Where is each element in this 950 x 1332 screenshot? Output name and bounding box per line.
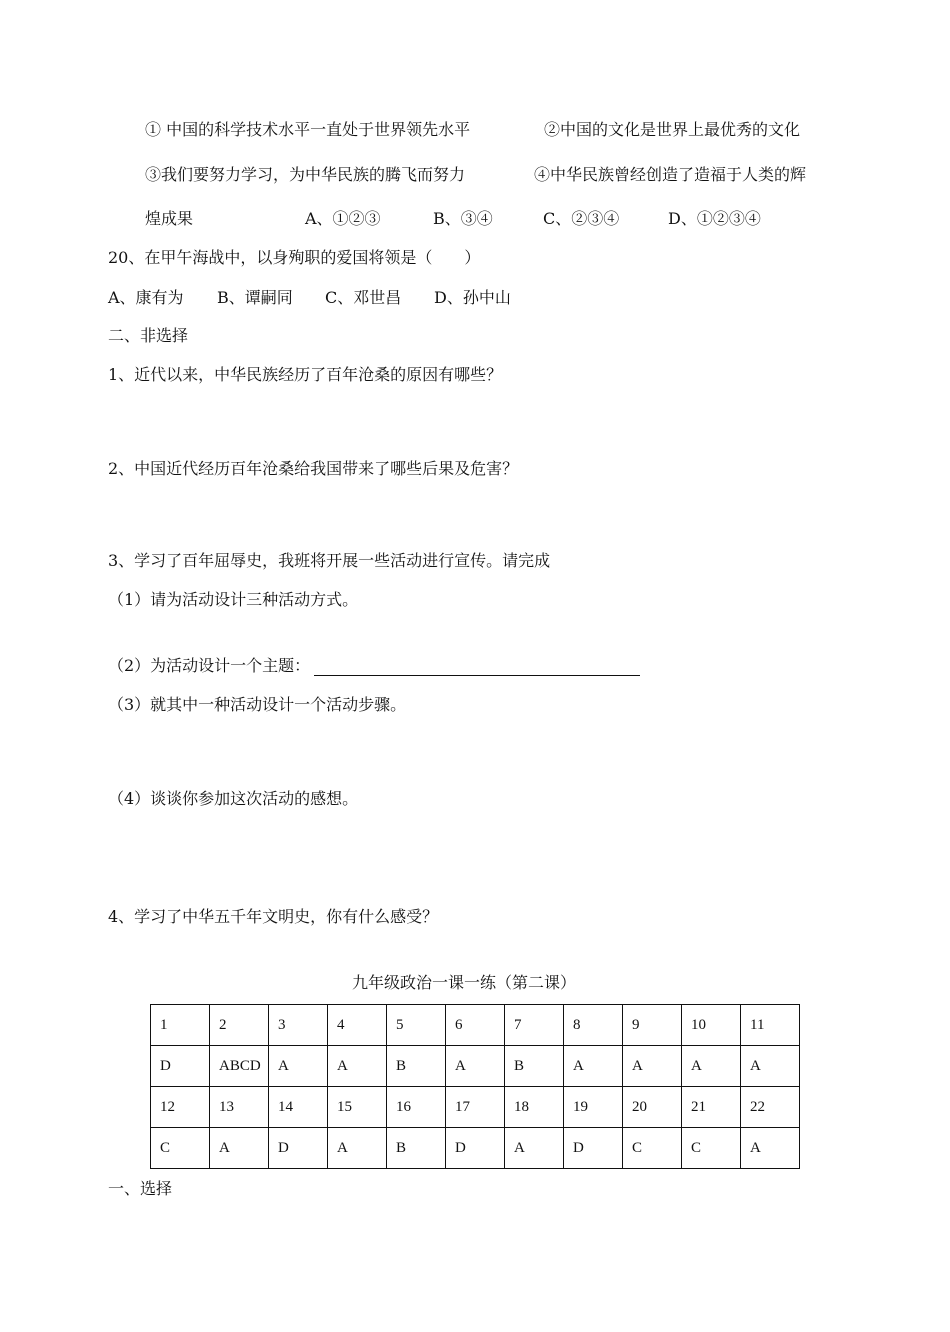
table-cell: D	[269, 1128, 328, 1169]
table-cell: 6	[446, 1005, 505, 1046]
table-cell: 13	[210, 1087, 269, 1128]
table-cell: A	[682, 1046, 741, 1087]
table-cell: A	[505, 1128, 564, 1169]
table-cell: 15	[328, 1087, 387, 1128]
table-cell: 17	[446, 1087, 505, 1128]
table-cell: 9	[623, 1005, 682, 1046]
table-cell: A	[741, 1046, 800, 1087]
table-cell: 1	[151, 1005, 210, 1046]
table-cell: C	[682, 1128, 741, 1169]
table-cell: B	[505, 1046, 564, 1087]
table-cell: 16	[387, 1087, 446, 1128]
table-cell: 7	[505, 1005, 564, 1046]
q19-choice-c: C、②③④	[543, 209, 620, 228]
table-cell: ABCD	[210, 1046, 269, 1087]
table-cell: 12	[151, 1087, 210, 1128]
q20-stem: 20、在甲午海战中，以身殉职的爱国将领是（ ）	[108, 248, 481, 267]
table-cell: C	[151, 1128, 210, 1169]
table-cell: 2	[210, 1005, 269, 1046]
table-cell: 5	[387, 1005, 446, 1046]
q19-option-3: ③我们要努力学习，为中华民族的腾飞而努力	[145, 165, 466, 184]
table-cell: 10	[682, 1005, 741, 1046]
table-cell: 14	[269, 1087, 328, 1128]
table-cell: D	[564, 1128, 623, 1169]
table-row	[151, 1128, 800, 1169]
q19-choice-a: A、①②③	[305, 209, 381, 228]
q20-choice-b: B、谭嗣同	[217, 288, 293, 307]
section2-q3-part1: （1）请为活动设计三种活动方式。	[108, 590, 359, 609]
section2-q3-part3: （3）就其中一种活动设计一个活动步骤。	[108, 695, 407, 714]
table-cell: D	[446, 1128, 505, 1169]
section2-q3-part2-label: （2）为活动设计一个主题：	[108, 656, 311, 675]
answer-key-table	[150, 1004, 800, 1169]
table-cell: 19	[564, 1087, 623, 1128]
table-cell: 4	[328, 1005, 387, 1046]
q20-choice-d: D、孙中山	[434, 288, 511, 307]
q19-option-1: ① 中国的科学技术水平一直处于世界领先水平	[145, 120, 471, 139]
table-cell: A	[328, 1128, 387, 1169]
section2-heading: 二、非选择	[108, 326, 189, 345]
table-cell: 11	[741, 1005, 800, 1046]
table-cell: A	[741, 1128, 800, 1169]
table-cell: A	[564, 1046, 623, 1087]
footer-heading: 一、选择	[108, 1179, 173, 1198]
theme-answer-blank[interactable]	[314, 659, 640, 676]
table-cell: 21	[682, 1087, 741, 1128]
q19-option-4-cont: 煌成果	[145, 209, 194, 228]
table-cell: 18	[505, 1087, 564, 1128]
q20-choice-c: C、邓世昌	[325, 288, 402, 307]
table-cell: A	[210, 1128, 269, 1169]
q20-choice-a: A、康有为	[108, 288, 184, 307]
table-cell: 20	[623, 1087, 682, 1128]
table-cell: A	[446, 1046, 505, 1087]
section2-q3-part4: （4）谈谈你参加这次活动的感想。	[108, 789, 359, 808]
table-row	[151, 1087, 800, 1128]
table-cell: B	[387, 1128, 446, 1169]
table-cell: 8	[564, 1005, 623, 1046]
table-cell: A	[623, 1046, 682, 1087]
table-cell: D	[151, 1046, 210, 1087]
section2-q1: 1、近代以来，中华民族经历了百年沧桑的原因有哪些？	[108, 365, 503, 384]
table-cell: 22	[741, 1087, 800, 1128]
table-cell: 3	[269, 1005, 328, 1046]
table-cell: A	[269, 1046, 328, 1087]
section2-q3-part2	[108, 653, 640, 676]
section2-q2: 2、中国近代经历百年沧桑给我国带来了哪些后果及危害？	[108, 459, 519, 478]
section2-q3: 3、学习了百年屈辱史，我班将开展一些活动进行宣传。请完成	[108, 551, 551, 570]
q19-choice-b: B、③④	[433, 209, 493, 228]
q19-choice-d: D、①②③④	[668, 209, 761, 228]
table-row	[151, 1046, 800, 1087]
q19-option-4: ④中华民族曾经创造了造福于人类的辉	[534, 165, 807, 184]
table-cell: B	[387, 1046, 446, 1087]
table-cell: C	[623, 1128, 682, 1169]
section2-q4: 4、学习了中华五千年文明史，你有什么感受？	[108, 907, 439, 926]
q19-option-2: ②中国的文化是世界上最优秀的文化	[544, 120, 801, 139]
table-cell: A	[328, 1046, 387, 1087]
table-row	[151, 1005, 800, 1046]
answer-key-title: 九年级政治一课一练（第二课）	[352, 973, 577, 992]
